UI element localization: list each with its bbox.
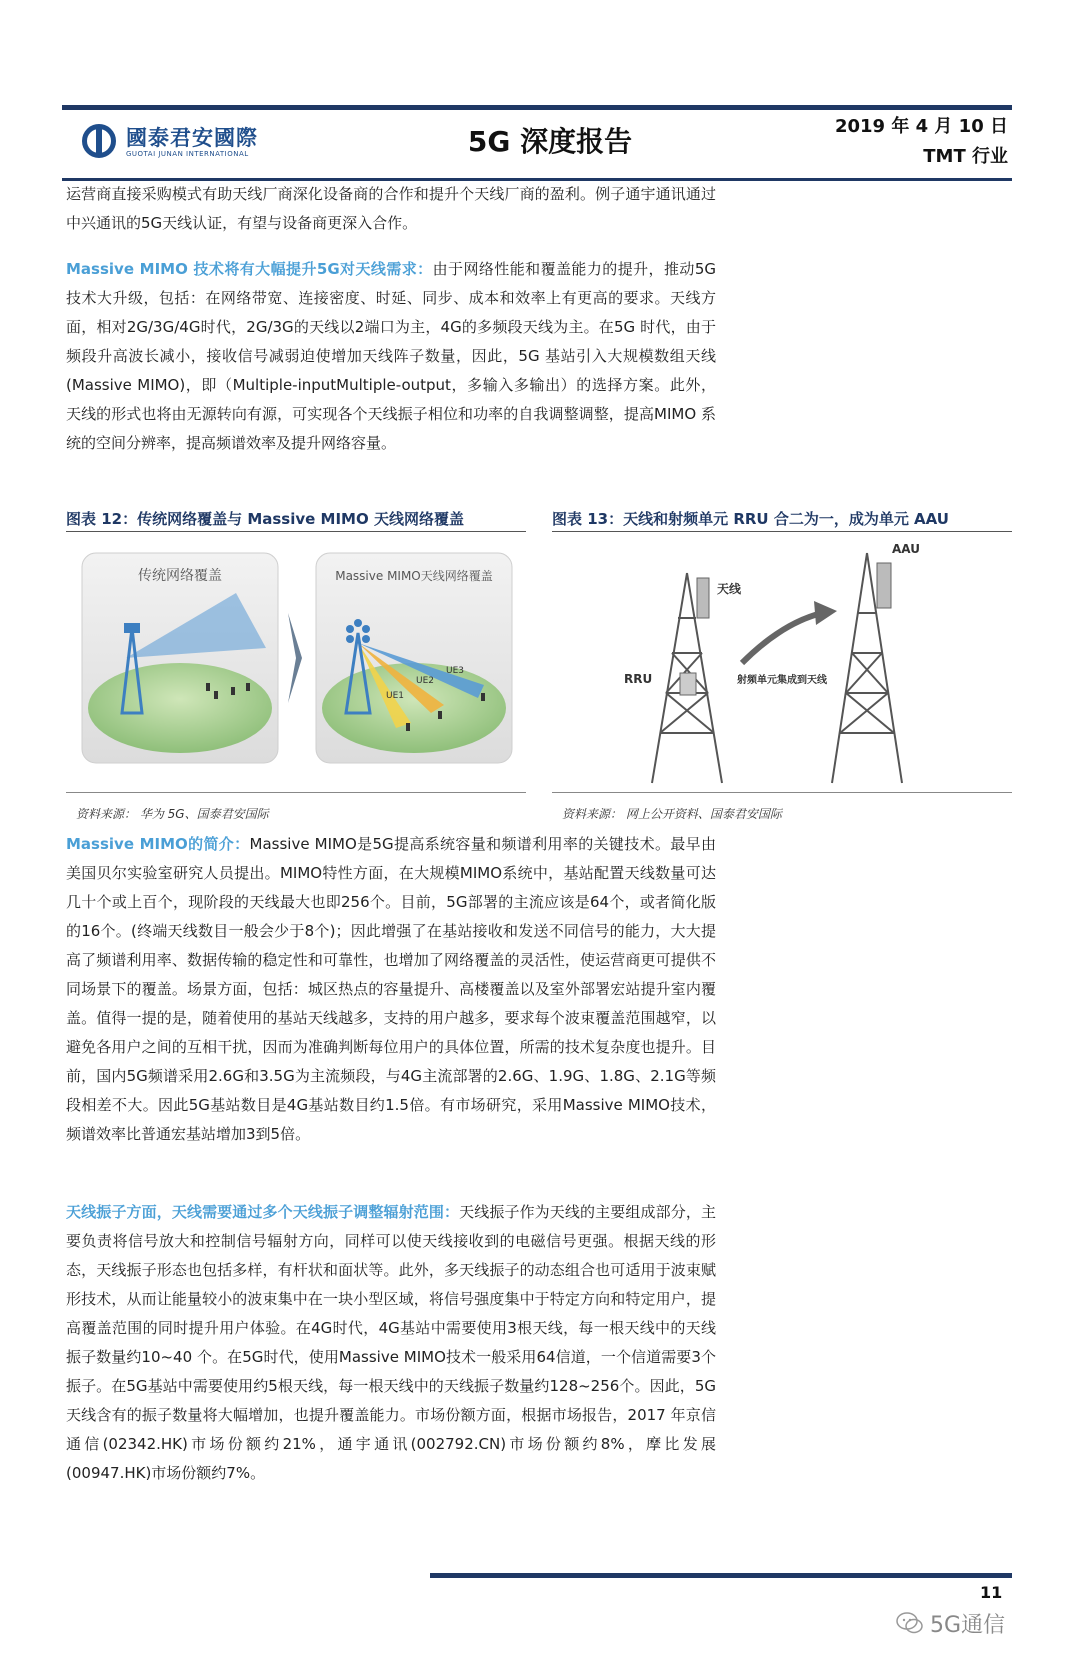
label-antenna: 天线 xyxy=(717,582,742,596)
antenna-panel-left xyxy=(697,578,709,618)
label-arrow: 射频单元集成到天线 xyxy=(737,675,827,686)
logo-name: 國泰君安國際 xyxy=(126,126,258,150)
report-sector: TMT 行业 xyxy=(923,146,1008,167)
transform-arrow xyxy=(742,613,822,663)
report-date: 2019 年 4 月 10 日 xyxy=(834,116,1008,137)
arrow-chevron xyxy=(288,613,302,703)
figure-12-illustration xyxy=(66,533,526,793)
rru-box xyxy=(680,673,696,695)
figure-13-title: 图表 13：天线和射频单元 RRU 合二为一，成为单元 AAU xyxy=(552,508,1012,532)
footer-rule xyxy=(430,1573,1012,1578)
figure-12-image xyxy=(66,533,526,793)
watermark-text: 5G通信 xyxy=(930,1613,1006,1638)
paragraph-lead: Massive MIMO 技术将有大幅提升5G对天线需求： xyxy=(66,260,433,278)
paragraph-lead: 天线振子方面，天线需要通过多个天线振子调整辐射范围： xyxy=(66,1203,460,1221)
figure-13-image xyxy=(552,533,1012,793)
paragraph-text: Massive MIMO是5G提高系统容量和频谱利用率的关键技术。最早由美国贝尔实验室研究人员提出。MIMO特性方面，在大规模MIMO系统中，基站配置天线数量可达几十个或上百个，现阶段的天线最大也即256个。目前，5G部署的主流应该是64个，或者简化版的16个。(终端天线数目一般会少于8个)；因此增强了在基站接收和发送不同信号的能力，大大提高了频谱利用率、数据传输的稳定性和可靠性，也增加了网络覆盖的灵活性，使运营商更可提供不同场景下的覆盖。场景方面，包括：城区热点的容量提升、高楼覆盖以及室外部署宏站提升室内覆盖。值得一提的是，随着使用的基站天线越多，支持的用户越多，要求每个波束覆盖范围越窄，以避免各用户之间的互相干扰，因而为准确判断每位用户的具体位置，所需的技术复杂度也提升。目前，国内5G频谱采用2.6G和3.5G为主流频段，与4G主流部署的2.6G、1.9G、1.8G、2.1G等频段相差不大。因此5G基站数目是4G基站数目约1.5倍。有市场研究，采用Massive MIMO技术，频谱效率比普通宏基站增加3到5倍。 xyxy=(66,835,716,1143)
paragraph-text: 由于网络性能和覆盖能力的提升，推动5G 技术大升级，包括：在网络带宽、连接密度、时延、同步、成本和效率上有更高的要求。天线方面，相对2G/3G/4G时代，2G/3G的天线以2端口为主，4G的多频段天线为主。在5G 时代，由于频段升高波长减小，接收信号减弱迫使增加天线阵子数量，因此，5G 基站引入大规模数组天线(Massive MIMO)，即（Multiple-inputMultiple-output，多输入多输出）的选择方案。此外，天线的形式也将由无源转向有源，可实现各个天线振子相位和功率的自我调整调整，提高MIMO 系统的空间分辨率，提高频谱效率及提升网络容量。 xyxy=(66,260,716,452)
panel-right-label: Massive MIMO天线网络覆盖 xyxy=(335,569,493,583)
paragraph-antenna-element xyxy=(66,1198,716,1488)
logo-english-name: GUOTAI JUNAN INTERNATIONAL xyxy=(126,150,249,158)
paragraph-massive-mimo-intro xyxy=(66,830,716,1149)
paragraph-text: 天线振子作为天线的主要组成部分，主要负责将信号放大和控制信号辐射方向，同样可以使天线接收到的电磁信号更强。根据天线的形态，天线振子形态也包括多样，有杆状和面状等。此外，多天线振子的动态组合也可适用于波束赋形技术，从而让能量较小的波束集中在一块小型区域，将信号强度集中于特定方向和特定用户，提高覆盖范围的同时提升用户体验。在4G时代，4G基站中需要使用3根天线，每一根天线中的天线振子数量约10~40 个。在5G时代，使用Massive MIMO技术一般采用64信道，一个信道需要3个振子。在5G基站中需要使用约5根天线，每一根天线中的天线振子数量约128~256个。因此，5G天线含有的振子数量将大幅增加，也提升覆盖能力。市场份额方面，根据市场报告，2017 年京信通信(02342.HK)市场份额约21%，通宇通讯(002792.CN)市场份额约8%，摩比发展(00947.HK)市场份额约7%。 xyxy=(66,1203,716,1482)
paragraph-massive-mimo-demand xyxy=(66,255,716,458)
company-logo xyxy=(82,120,292,164)
figure-13-illustration xyxy=(552,533,1012,793)
label-aau: AAU xyxy=(892,542,920,556)
ground-left xyxy=(88,663,272,753)
tower-left-top xyxy=(124,623,140,633)
report-title: 5G 深度报告 xyxy=(467,125,633,158)
transform-arrowhead xyxy=(814,601,837,625)
page-number: 11 xyxy=(980,1583,1003,1602)
wechat-icon xyxy=(896,1612,924,1634)
paragraph-text: 运营商直接采购模式有助天线厂商深化设备商的合作和提升个天线厂商的盈利。例子通宇通讯通过中兴通讯的5G天线认证，有望与设备商更深入合作。 xyxy=(66,185,716,232)
panel-left-label: 传统网络覆盖 xyxy=(138,568,222,584)
paragraph-lead: Massive MIMO的简介： xyxy=(66,835,250,853)
aau-panel xyxy=(877,563,891,608)
ground-right xyxy=(322,663,506,753)
beam-label-ue1: UE1 xyxy=(386,691,404,701)
label-rru: RRU xyxy=(624,672,653,686)
figure-12-title: 图表 12：传统网络覆盖与 Massive MIMO 天线网络覆盖 xyxy=(66,508,526,532)
header-top-rule xyxy=(62,105,1012,110)
logo-mark-icon xyxy=(82,124,116,158)
beam-label-ue3: UE3 xyxy=(446,666,464,676)
beam-label-ue2: UE2 xyxy=(416,676,434,686)
paragraph-intro xyxy=(66,180,716,238)
figure-13-source: 资料来源： 网上公开资料、国泰君安国际 xyxy=(562,807,782,821)
figure-12-source: 资料来源： 华为 5G、国泰君安国际 xyxy=(76,807,269,821)
